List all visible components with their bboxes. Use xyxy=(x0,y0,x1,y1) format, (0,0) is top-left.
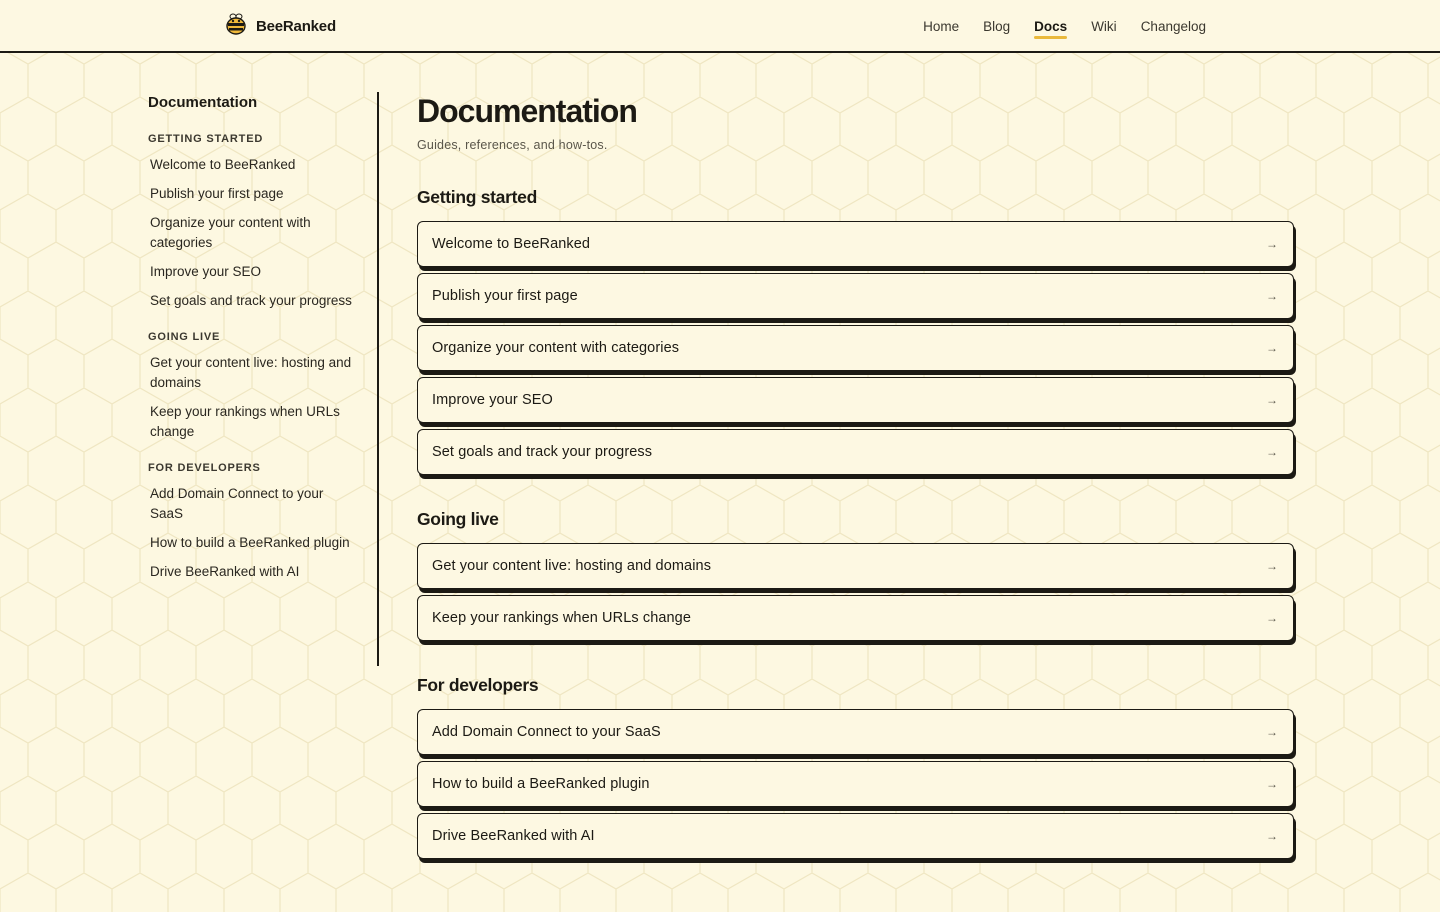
arrow-right-icon: → xyxy=(1266,777,1278,791)
nav-home[interactable]: Home xyxy=(923,18,960,34)
doc-card-welcome[interactable] xyxy=(417,221,1294,267)
nav-changelog[interactable]: Changelog xyxy=(1140,18,1206,34)
card-label: Set goals and track your progress xyxy=(432,444,653,460)
card-label: Drive BeeRanked with AI xyxy=(432,828,595,844)
sidebar-link-organize-categories[interactable]: Organize your content with categories xyxy=(150,215,311,250)
section-heading: Getting started xyxy=(417,187,537,207)
sidebar-title: Documentation xyxy=(148,94,258,111)
arrow-right-icon: → xyxy=(1266,611,1278,625)
nav-wiki[interactable]: Wiki xyxy=(1091,18,1117,34)
doc-card-keep-rankings[interactable] xyxy=(417,595,1294,641)
arrow-right-icon: → xyxy=(1266,237,1278,251)
card-label: Get your content live: hosting and domains xyxy=(432,558,712,574)
card-label: Publish your first page xyxy=(432,288,578,304)
sidebar-link-improve-seo[interactable]: Improve your SEO xyxy=(150,264,262,279)
doc-card-organize-categories[interactable] xyxy=(417,325,1294,371)
sidebar-link-set-goals[interactable]: Set goals and track your progress xyxy=(150,293,352,308)
sidebar-link-hosting-domains[interactable]: Get your content live: hosting and domains xyxy=(150,355,352,390)
section-for-developers xyxy=(417,675,1294,859)
sidebar-group-for-developers xyxy=(148,462,360,582)
sidebar-link-welcome[interactable]: Welcome to BeeRanked xyxy=(150,157,296,172)
arrow-right-icon: → xyxy=(1266,829,1278,843)
brand-link[interactable] xyxy=(226,14,336,38)
sidebar-link-build-plugin[interactable]: How to build a BeeRanked plugin xyxy=(150,535,350,550)
arrow-right-icon: → xyxy=(1266,445,1278,459)
doc-card-set-goals[interactable] xyxy=(417,429,1294,475)
sidebar-group-going-live xyxy=(148,331,360,442)
docs-main-content xyxy=(417,92,1294,865)
card-label: Add Domain Connect to your SaaS xyxy=(432,724,661,740)
arrow-right-icon: → xyxy=(1266,393,1278,407)
top-navigation-bar xyxy=(0,0,1440,53)
arrow-right-icon: → xyxy=(1266,559,1278,573)
sidebar-divider xyxy=(377,92,379,666)
section-heading: Going live xyxy=(417,509,499,529)
card-label: Organize your content with categories xyxy=(432,340,680,356)
sidebar-link-domain-connect[interactable]: Add Domain Connect to your SaaS xyxy=(150,486,324,521)
section-heading: For developers xyxy=(417,675,539,695)
doc-card-build-plugin[interactable] xyxy=(417,761,1294,807)
section-getting-started xyxy=(417,187,1294,475)
card-label: Improve your SEO xyxy=(432,392,553,408)
sidebar-link-publish-first-page[interactable]: Publish your first page xyxy=(150,186,284,201)
sidebar-section-heading: FOR DEVELOPERS xyxy=(148,462,261,474)
doc-card-hosting-domains[interactable] xyxy=(417,543,1294,589)
sidebar-group-getting-started xyxy=(148,133,360,311)
card-label: Welcome to BeeRanked xyxy=(432,236,591,252)
card-label: Keep your rankings when URLs change xyxy=(432,610,692,626)
doc-card-drive-with-ai[interactable] xyxy=(417,813,1294,859)
nav-docs[interactable]: Docs xyxy=(1034,18,1068,34)
main-nav xyxy=(923,0,1206,52)
bee-icon xyxy=(226,13,246,40)
section-going-live xyxy=(417,509,1294,641)
arrow-right-icon: → xyxy=(1266,341,1278,355)
docs-sidebar xyxy=(148,94,360,602)
arrow-right-icon: → xyxy=(1266,289,1278,303)
sidebar-link-keep-rankings[interactable]: Keep your rankings when URLs change xyxy=(150,404,340,439)
nav-blog[interactable]: Blog xyxy=(983,18,1011,34)
page-title: Documentation xyxy=(417,93,637,129)
arrow-right-icon: → xyxy=(1266,725,1278,739)
doc-card-publish-first-page[interactable] xyxy=(417,273,1294,319)
card-label: How to build a BeeRanked plugin xyxy=(432,776,650,792)
doc-card-domain-connect[interactable] xyxy=(417,709,1294,755)
page-subtitle: Guides, references, and how-tos. xyxy=(417,138,608,152)
doc-card-improve-seo[interactable] xyxy=(417,377,1294,423)
sidebar-link-drive-with-ai[interactable]: Drive BeeRanked with AI xyxy=(150,564,300,579)
sidebar-section-heading: GOING LIVE xyxy=(148,331,221,343)
sidebar-section-heading: GETTING STARTED xyxy=(148,133,264,145)
brand-name: BeeRanked xyxy=(256,17,336,35)
